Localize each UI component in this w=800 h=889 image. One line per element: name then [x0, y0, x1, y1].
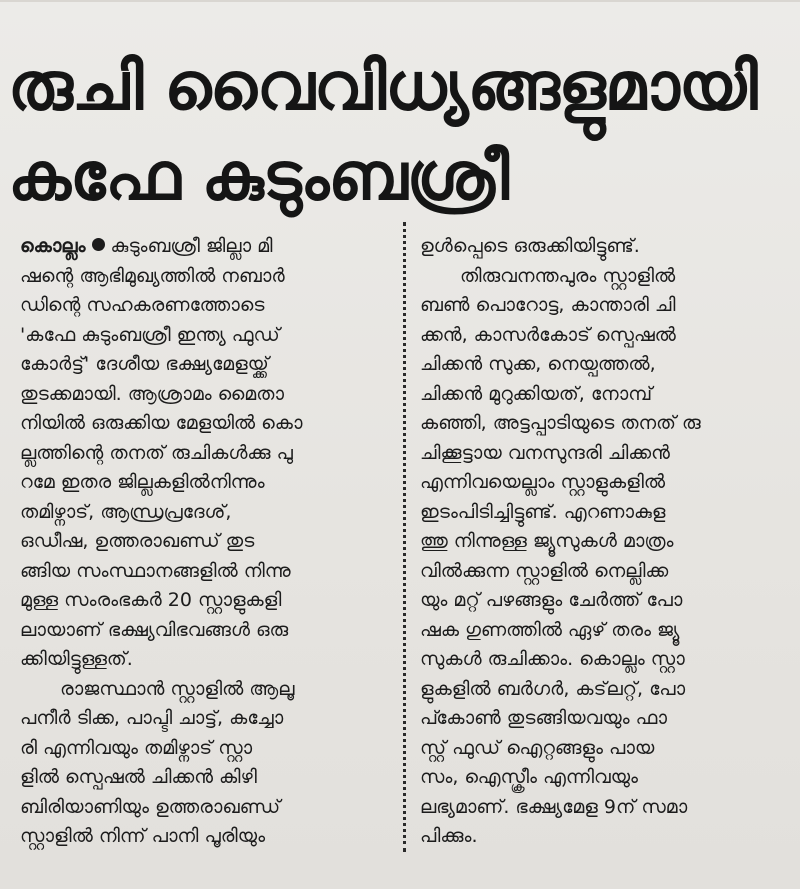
body-line: തിരുവനന്തപുരം സ്റ്റാളിൽ	[460, 264, 676, 287]
body-line: യും മറ്റ് പഴങ്ങളും ചേർത്ത് പോ	[420, 589, 683, 611]
headline	[8, 42, 788, 222]
body-line: ളിൽ സ്പെഷൽ ചിക്കൻ കിഴി	[20, 766, 257, 788]
body-line: ബൺ പൊറോട്ട, കാന്താരി ചി	[420, 294, 676, 316]
body-line: റമേ ഇതര ജില്ലകളിൽനിന്നും	[20, 471, 265, 493]
body-line: കോർട്ട്' ദേശീയ ഭക്ഷ്യമേളയ്ക്ക്	[20, 353, 269, 375]
body-line: കഞ്ഞി, അട്ടപ്പാടിയുടെ തനത് രു	[420, 412, 701, 434]
body-line: ചിക്കൻ മുറുക്കിയത്, നോമ്പ്	[420, 382, 653, 405]
body-line: ത്തു നിന്നുള്ള ജ്യൂസുകൾ മാത്രം	[420, 530, 674, 552]
body-line: ല്ലത്തിന്റെ തനത് രുചികൾക്കു പു	[20, 441, 293, 464]
body-line: തുടക്കമായി. ആശ്രാമം മൈതാ	[20, 382, 284, 405]
body-line: പ്കോൺ തുടങ്ങിയവയും ഫാ	[420, 707, 667, 729]
dateline: കൊല്ലം	[20, 235, 86, 257]
body-line: ഷക ഗുണത്തിൽ ഏഴ് തരം ജ്യൂ	[420, 618, 680, 641]
body-line: ചിക്കൻ സുക്ക, നെയ്പത്തൽ,	[420, 353, 656, 375]
body-line: രാജസ്ഥാൻ സ്റ്റാളിൽ ആലൂ	[60, 677, 295, 700]
body-line: ഒഡീഷ, ഉത്തരാഖണ്ഡ് തുട	[20, 530, 255, 552]
body-line: നിയിൽ ഒരുക്കിയ മേളയിൽ കൊ	[20, 412, 303, 434]
body-line: ക്കിയിട്ടുള്ളത്.	[20, 648, 133, 670]
body-line: സ്റ്റാളിൽ നിന്ന് പാനി പൂരിയും	[20, 825, 266, 847]
body-line: വിൽക്കുന്ന സ്റ്റാളിൽ നെല്ലിക്ക	[420, 559, 669, 582]
body-line: ലായാണ് ഭക്ഷ്യവിഭവങ്ങൾ ഒരു	[20, 618, 289, 641]
column-divider	[403, 222, 406, 852]
body-line: തമിഴ്നാട്, ആന്ധ്രപ്രദേശ്,	[20, 500, 232, 523]
left-column	[20, 232, 388, 852]
body-line: ഷന്റെ ആഭിമുഖ്യത്തിൽ നബാർ	[20, 264, 285, 287]
body-line: സുകൾ രുചിക്കാം. കൊല്ലം സ്റ്റാ	[420, 648, 685, 670]
body-line: പിക്കും.	[420, 825, 478, 847]
body-line: ചിക്കൂട്ടായ വനസുന്ദരി ചിക്കൻ	[420, 441, 670, 464]
body-line: മുള്ള സംരംഭകർ 20 സ്റ്റാളുകളി	[20, 589, 282, 611]
body-line: സ്റ്റ് ഫുഡ് ഐറ്റങ്ങളും പായ	[420, 736, 655, 759]
body-line: ലഭ്യമാണ്. ഭക്ഷ്യമേള 9ന് സമാ	[420, 795, 688, 818]
body-line: ളുകളിൽ ബർഗർ, കട്‌ലറ്റ്, പോ	[420, 677, 686, 700]
body-line: പനീർ ടിക്ക, പാപ്ടി ചാട്ട്, കച്ചോ	[20, 707, 284, 729]
body-line: രി എന്നിവയും തമിഴ്നാട് സ്റ്റാ	[20, 736, 253, 759]
body-line	[20, 232, 388, 262]
body-line-text: കുടുംബശ്രീ ജില്ലാ മി	[110, 235, 273, 257]
body-line: ക്കൻ, കാസർകോട് സ്പെഷൽ	[420, 323, 676, 346]
body-line: 'കഫേ കുടുംബശ്രീ ഇന്ത്യ ഫുഡ്	[20, 323, 280, 346]
right-column	[420, 232, 792, 852]
headline-line-2: കഫേ കുടുംബശ്രീ	[8, 138, 509, 215]
body-line: ഇടംപിടിച്ചിട്ടുണ്ട്. എറണാകുള	[420, 500, 666, 523]
bullet-icon	[92, 238, 105, 251]
body-line: ഉൾപ്പെടെ ഒരുക്കിയിട്ടുണ്ട്.	[420, 235, 640, 257]
top-rule	[0, 0, 800, 2]
body-line: ങ്ങിയ സംസ്ഥാനങ്ങളിൽ നിന്നു	[20, 559, 291, 582]
body-line: ബിരിയാണിയും ഉത്തരാഖണ്ഡ്	[20, 795, 281, 818]
headline-line-1: രുചി വൈവിധ്യങ്ങളുമായി	[8, 48, 757, 125]
body-line: ഡിന്റെ സഹകരണത്തോടെ	[20, 294, 265, 316]
body-line: സം, ഐസ്ക്രീം എന്നിവയും	[420, 766, 639, 788]
body-line: എന്നിവയെല്ലാം സ്റ്റാളുകളിൽ	[420, 471, 665, 493]
